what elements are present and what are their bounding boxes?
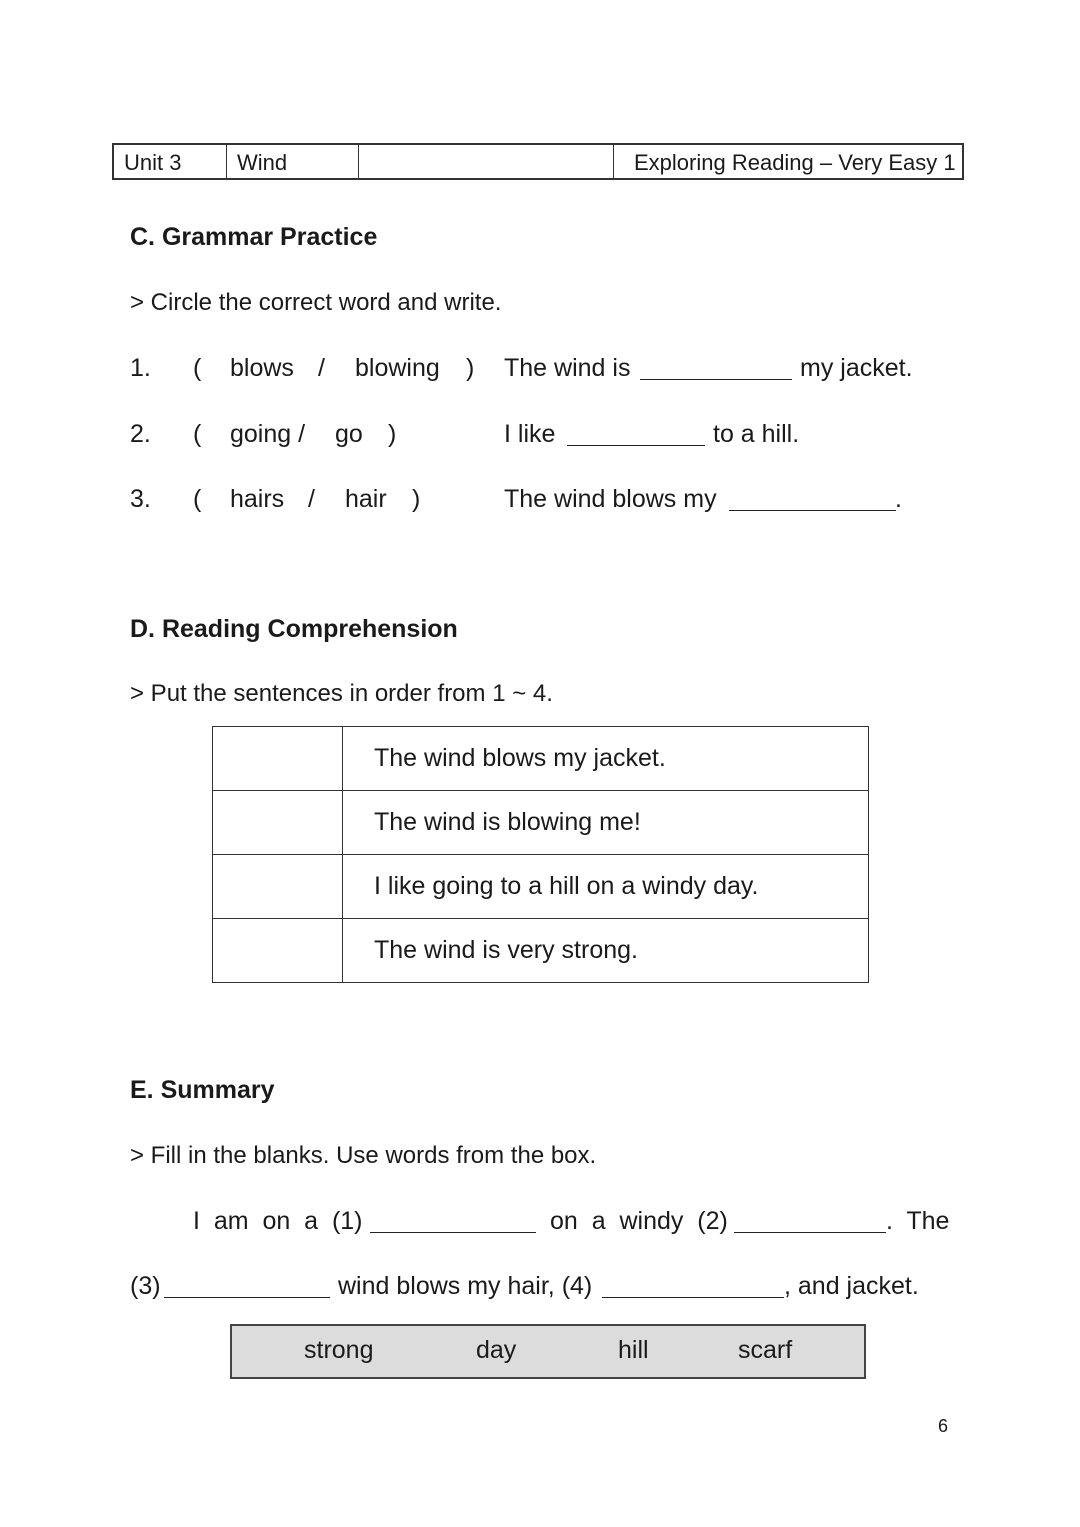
section-c-title: C. Grammar Practice [130, 223, 378, 251]
word-option: strong [304, 1336, 374, 1364]
blank-4[interactable] [602, 1275, 784, 1298]
sentence-cell: I like going to a hill on a windy day. [343, 855, 869, 919]
sentence-after: my jacket. [800, 354, 913, 382]
order-cell[interactable] [213, 855, 343, 919]
table-row [213, 727, 869, 791]
sentence-before: The wind blows my [504, 485, 717, 513]
option-1[interactable]: going / [230, 420, 306, 448]
sentence-cell: The wind blows my jacket. [343, 727, 869, 791]
sentence-after: to a hill. [713, 420, 800, 448]
answer-blank[interactable] [640, 357, 792, 380]
section-c-instruction: > Circle the correct word and write. [130, 289, 502, 316]
summary-text: wind blows my hair, (4) [338, 1272, 593, 1300]
section-e-instruction: > Fill in the blanks. Use words from the box. [130, 1142, 597, 1169]
topic-cell: Wind [227, 145, 359, 178]
close-paren: ) [388, 420, 397, 448]
header-table [112, 143, 964, 180]
item-number: 3. [130, 485, 151, 513]
open-paren: ( [193, 420, 202, 448]
sentence-before: I like [504, 420, 556, 448]
slash: / [318, 354, 325, 382]
summary-text: . The [886, 1207, 950, 1235]
empty-cell [359, 145, 614, 178]
word-option: scarf [738, 1336, 793, 1364]
sentence-before: The wind is [504, 354, 631, 382]
sentence-after: . [895, 485, 902, 513]
close-paren: ) [466, 354, 475, 382]
table-row [213, 919, 869, 983]
option-2[interactable]: hair [345, 485, 387, 513]
order-cell[interactable] [213, 727, 343, 791]
blank-3[interactable] [164, 1275, 330, 1298]
answer-blank[interactable] [729, 488, 896, 511]
blank-2[interactable] [734, 1210, 886, 1233]
option-2[interactable]: blowing [355, 354, 440, 382]
open-paren: ( [193, 354, 202, 382]
order-table [212, 726, 869, 983]
item-number: 1. [130, 354, 151, 382]
word-box [230, 1324, 866, 1379]
table-row [213, 855, 869, 919]
book-cell: Exploring Reading – Very Easy 1 [634, 150, 956, 175]
order-cell[interactable] [213, 919, 343, 983]
summary-text: (3) [130, 1272, 161, 1300]
option-2[interactable]: go [335, 420, 363, 448]
section-e-title: E. Summary [130, 1076, 275, 1104]
summary-text: , and jacket. [784, 1272, 919, 1300]
word-option: day [476, 1336, 517, 1364]
open-paren: ( [193, 485, 202, 513]
sentence-cell: The wind is blowing me! [343, 791, 869, 855]
section-d-instruction: > Put the sentences in order from 1 ~ 4. [130, 680, 553, 707]
close-paren: ) [412, 485, 421, 513]
summary-text: on a windy (2) [550, 1207, 728, 1235]
slash: / [308, 485, 315, 513]
summary-text: I am on a (1) [193, 1207, 363, 1235]
section-d-title: D. Reading Comprehension [130, 615, 458, 643]
option-1[interactable]: hairs [230, 485, 285, 513]
unit-cell: Unit 3 [114, 145, 227, 178]
blank-1[interactable] [370, 1210, 536, 1233]
item-number: 2. [130, 420, 151, 448]
table-row [213, 791, 869, 855]
word-option: hill [618, 1336, 649, 1364]
page-number: 6 [938, 1416, 949, 1436]
answer-blank[interactable] [567, 423, 705, 446]
order-cell[interactable] [213, 791, 343, 855]
sentence-cell: The wind is very strong. [343, 919, 869, 983]
option-1[interactable]: blows [230, 354, 294, 382]
